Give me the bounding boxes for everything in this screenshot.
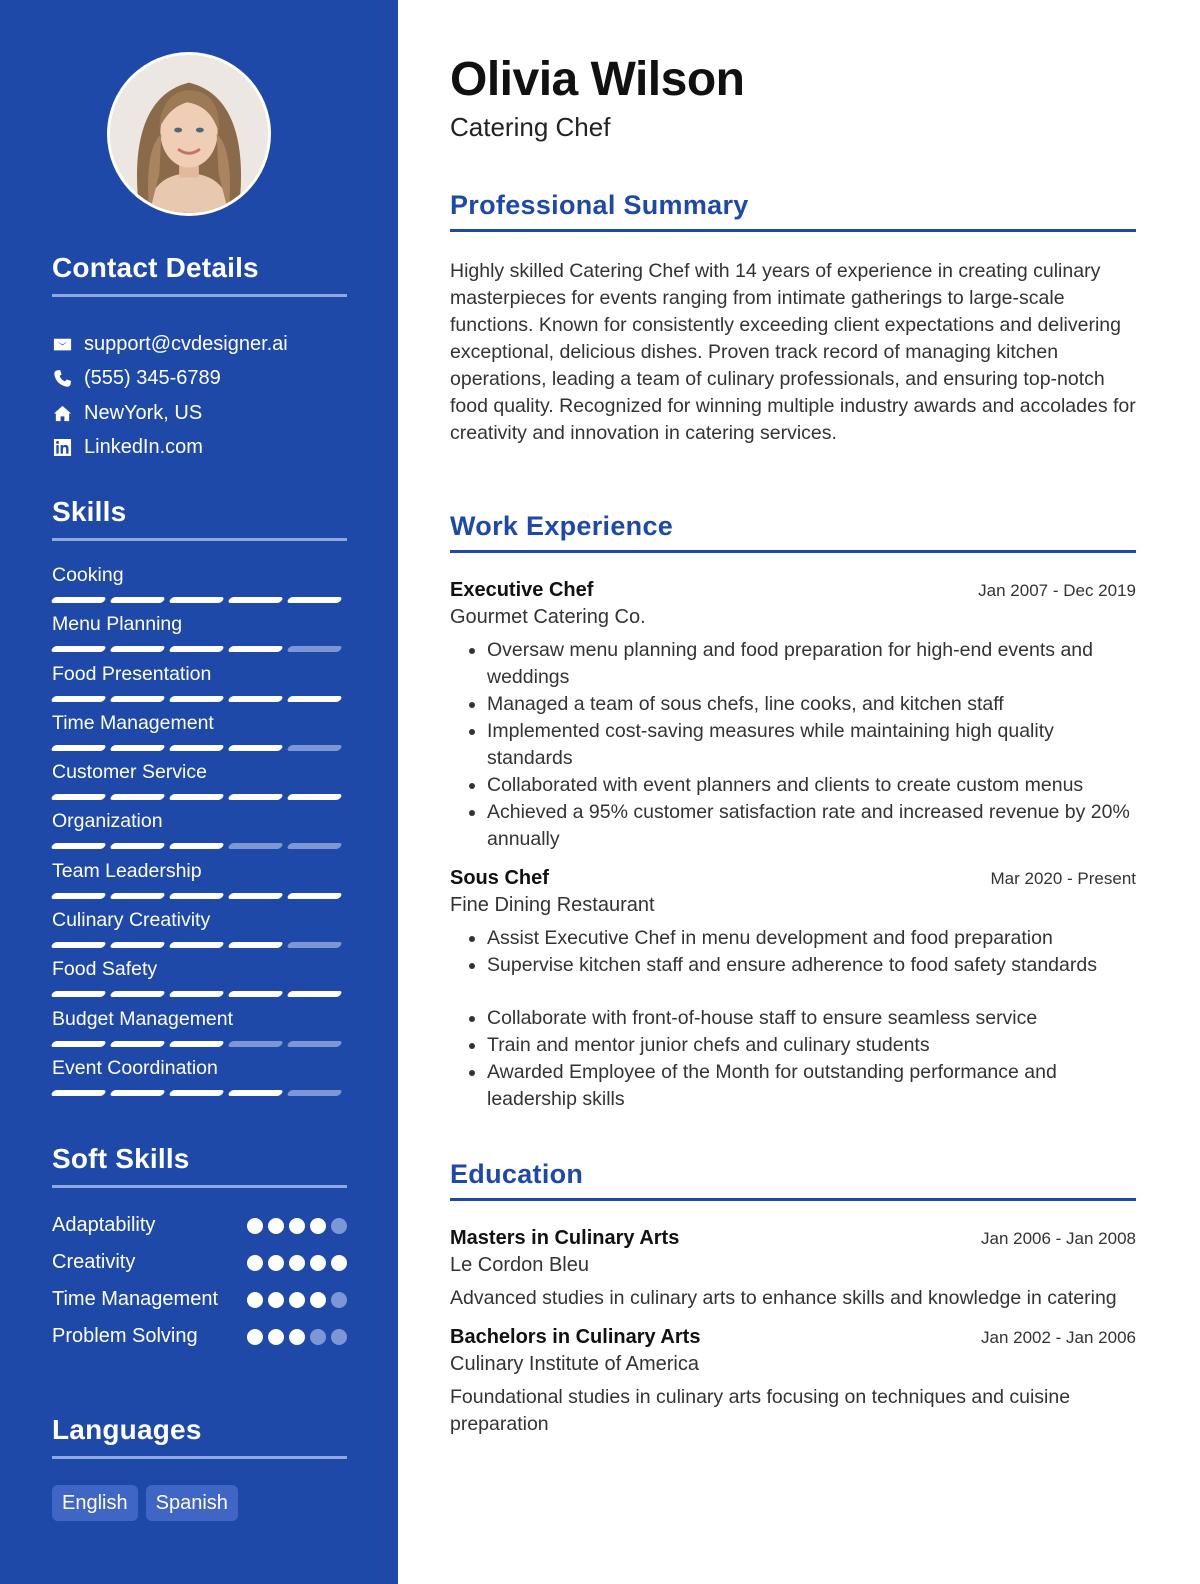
skill-name: Customer Service	[52, 761, 207, 784]
soft-skill-name: Creativity	[52, 1251, 136, 1273]
contact-linkedin[interactable]	[52, 431, 347, 466]
skill-level-segment-filled	[168, 843, 224, 849]
rating-dot-filled	[268, 1329, 284, 1345]
rating-dot-filled	[289, 1218, 305, 1234]
education-entry	[450, 1227, 1136, 1312]
skill-level-segment-filled	[109, 942, 165, 948]
skill-level-segment-empty	[286, 1041, 342, 1047]
languages-section	[52, 1414, 347, 1521]
skill-level-segment-filled	[227, 597, 283, 603]
skill-level-segment-filled	[227, 696, 283, 702]
skill-level-segment-filled	[50, 794, 106, 800]
job-bullet: • Assist Executive Chef in menu development and food preparation	[487, 925, 1136, 952]
education-degree: Masters in Culinary Arts	[450, 1227, 680, 1249]
job-company: Fine Dining Restaurant	[450, 894, 655, 916]
soft-skill-rating	[247, 1212, 347, 1234]
skill-level-segment-filled	[168, 745, 224, 751]
skill-level-bar	[52, 794, 347, 800]
contact-linkedin-text: LinkedIn.com	[84, 436, 203, 459]
rating-dot-filled	[247, 1329, 263, 1345]
skill-name: Time Management	[52, 711, 214, 734]
skill-level-segment-filled	[50, 942, 106, 948]
skill-level-segment-filled	[50, 991, 106, 997]
skill-name: Cooking	[52, 564, 124, 586]
skill-item	[52, 662, 347, 711]
skill-level-segment-filled	[50, 1041, 106, 1047]
skill-level-segment-filled	[50, 745, 106, 751]
summary-text: Highly skilled Catering Chef with 14 years of experience in creating culinary masterpieces for events ranging from intimate gatherings to large-scale functions. Known for consistently exceeding client expectations and delivering exceptional, delicious dishes. Proven track record of managing kitchen operations, leading a team of culinary professionals, and ensuring top-notch food quality. Recognized for winning multiple industry awards and accolades for creativity and innovation in catering services.	[450, 260, 1136, 444]
skill-level-segment-filled	[168, 893, 224, 899]
contact-email[interactable]	[52, 327, 347, 362]
skill-level-segment-empty	[286, 646, 342, 652]
job-role: Sous Chef	[450, 867, 549, 889]
skill-name: Menu Planning	[52, 613, 183, 636]
job-bullet: • Supervise kitchen staff and ensure adherence to food safety standards	[487, 952, 1136, 979]
skill-level-bar	[52, 1041, 347, 1047]
profile-photo	[107, 52, 271, 216]
job-bullet: • Collaborated with event planners and clients to create custom menus	[487, 772, 1136, 799]
rating-dot-filled	[247, 1255, 263, 1271]
skill-level-segment-filled	[168, 794, 224, 800]
soft-skill-rating	[247, 1323, 347, 1345]
rating-dot-empty	[331, 1292, 347, 1308]
languages-list	[52, 1485, 347, 1521]
rating-dot-filled	[268, 1292, 284, 1308]
skill-level-segment-filled	[50, 893, 106, 899]
education-entry	[450, 1326, 1136, 1438]
rating-dot-filled	[289, 1329, 305, 1345]
language-pill: English	[52, 1485, 138, 1521]
skill-level-segment-empty	[286, 1090, 342, 1096]
skill-level-segment-empty	[286, 843, 342, 849]
job-entry	[450, 867, 1136, 1113]
skill-level-bar	[52, 597, 347, 603]
skill-item	[52, 1056, 347, 1105]
skill-level-segment-filled	[109, 745, 165, 751]
job-bullet: • Train and mentor junior chefs and culinary students	[487, 1032, 1136, 1059]
job-bullets	[450, 925, 1136, 1113]
job-company: Gourmet Catering Co.	[450, 606, 646, 628]
soft-skill-item	[52, 1249, 347, 1276]
languages-heading: Languages	[52, 1414, 347, 1459]
skill-item	[52, 711, 347, 760]
skill-level-segment-filled	[109, 1090, 165, 1096]
education-school: Culinary Institute of America	[450, 1353, 699, 1375]
skill-level-segment-filled	[168, 646, 224, 652]
skill-name: Food Presentation	[52, 662, 212, 685]
skill-item	[52, 859, 347, 908]
skill-level-bar	[52, 646, 347, 652]
education-description: Foundational studies in culinary arts focusing on techniques and cuisine preparation	[450, 1386, 1071, 1435]
contact-section	[52, 252, 347, 465]
avatar-portrait	[110, 55, 268, 213]
soft-skills-heading: Soft Skills	[52, 1143, 347, 1188]
skill-level-segment-filled	[109, 893, 165, 899]
skill-level-bar	[52, 991, 347, 997]
rating-dot-filled	[310, 1292, 326, 1308]
rating-dot-filled	[268, 1218, 284, 1234]
soft-skill-rating	[247, 1286, 347, 1308]
skill-level-segment-empty	[227, 1041, 283, 1047]
contact-email-text: support@cvdesigner.ai	[84, 332, 288, 355]
skill-level-segment-filled	[227, 646, 283, 652]
summary-heading: Professional Summary	[450, 190, 1136, 232]
skill-level-bar	[52, 745, 347, 751]
skill-name: Culinary Creativity	[52, 909, 211, 932]
experience-section	[450, 511, 1136, 1113]
education-description: Advanced studies in culinary arts to enhance skills and knowledge in catering	[450, 1287, 1117, 1309]
rating-dot-filled	[310, 1255, 326, 1271]
language-pill: Spanish	[146, 1485, 238, 1521]
rating-dot-empty	[331, 1218, 347, 1234]
skill-level-segment-filled	[227, 794, 283, 800]
education-degree: Bachelors in Culinary Arts	[450, 1326, 701, 1348]
skill-level-segment-filled	[109, 597, 165, 603]
home-icon	[52, 403, 72, 423]
skill-level-segment-filled	[109, 646, 165, 652]
skill-level-segment-filled	[286, 794, 342, 800]
rating-dot-filled	[289, 1292, 305, 1308]
soft-skill-name: Problem Solving	[52, 1325, 198, 1347]
education-date: Jan 2002 - Jan 2006	[980, 1328, 1136, 1347]
skill-item	[52, 957, 347, 1006]
contact-phone-text: (555) 345-6789	[84, 367, 221, 390]
skill-level-segment-empty	[286, 942, 342, 948]
skill-level-segment-filled	[286, 893, 342, 899]
job-bullets	[450, 637, 1136, 853]
contact-location-text: NewYork, US	[84, 401, 203, 424]
rating-dot-empty	[310, 1329, 326, 1345]
soft-skills-list	[52, 1212, 347, 1350]
contact-heading: Contact Details	[52, 252, 347, 297]
skill-level-segment-filled	[109, 991, 165, 997]
skill-level-bar	[52, 893, 347, 899]
skill-item	[52, 908, 347, 957]
sidebar	[0, 0, 398, 1584]
job-role: Executive Chef	[450, 579, 594, 601]
experience-heading: Work Experience	[450, 511, 1136, 553]
skill-level-bar	[52, 942, 347, 948]
summary-section	[450, 190, 1136, 447]
skill-name: Budget Management	[52, 1007, 234, 1030]
rating-dot-filled	[310, 1218, 326, 1234]
skill-level-segment-filled	[286, 696, 342, 702]
soft-skill-name: Adaptability	[52, 1214, 156, 1236]
skill-level-segment-filled	[227, 893, 283, 899]
skill-level-segment-filled	[168, 696, 224, 702]
skill-level-segment-filled	[50, 696, 106, 702]
candidate-title: Catering Chef	[450, 112, 611, 142]
skill-level-segment-filled	[109, 1041, 165, 1047]
skill-item	[52, 809, 347, 858]
skill-level-segment-filled	[168, 942, 224, 948]
skill-level-segment-filled	[227, 942, 283, 948]
education-section	[450, 1159, 1136, 1438]
skills-heading: Skills	[52, 496, 347, 541]
skill-level-segment-filled	[168, 1041, 224, 1047]
skill-level-segment-filled	[227, 1090, 283, 1096]
skill-level-segment-filled	[50, 1090, 106, 1096]
skill-name: Event Coordination	[52, 1056, 218, 1079]
candidate-name: Olivia Wilson	[450, 53, 745, 106]
skill-level-segment-filled	[50, 646, 106, 652]
education-heading: Education	[450, 1159, 1136, 1201]
skill-name: Team Leadership	[52, 859, 202, 882]
skills-list	[52, 563, 347, 1105]
skill-level-segment-filled	[168, 597, 224, 603]
skill-level-segment-filled	[286, 597, 342, 603]
job-entry	[450, 579, 1136, 853]
rating-dot-filled	[289, 1255, 305, 1271]
job-bullet: • Awarded Employee of the Month for outstanding performance and leadership skills	[487, 1059, 1136, 1113]
education-school: Le Cordon Bleu	[450, 1254, 589, 1276]
job-bullet: • Implemented cost-saving measures while maintaining high quality standards	[487, 718, 1136, 772]
contact-phone[interactable]	[52, 362, 347, 397]
rating-dot-empty	[331, 1329, 347, 1345]
skill-level-segment-filled	[50, 597, 106, 603]
rating-dot-filled	[268, 1255, 284, 1271]
job-date: Jan 2007 - Dec 2019	[978, 581, 1136, 600]
skill-item	[52, 760, 347, 809]
skill-level-bar	[52, 1090, 347, 1096]
education-date: Jan 2006 - Jan 2008	[980, 1229, 1136, 1248]
skill-item	[52, 1007, 347, 1056]
skill-level-segment-empty	[227, 843, 283, 849]
linkedin-icon	[52, 438, 72, 458]
skill-level-segment-filled	[109, 843, 165, 849]
contact-location	[52, 396, 347, 431]
skill-item	[52, 563, 347, 612]
skill-name: Organization	[52, 810, 163, 833]
skill-name: Food Safety	[52, 958, 158, 981]
skill-level-segment-filled	[168, 1090, 224, 1096]
soft-skill-item	[52, 1286, 347, 1313]
soft-skill-item	[52, 1323, 347, 1350]
soft-skills-section	[52, 1143, 347, 1360]
skill-level-segment-filled	[168, 991, 224, 997]
soft-skill-item	[52, 1212, 347, 1239]
envelope-icon	[52, 334, 72, 354]
skills-section	[52, 496, 347, 1105]
soft-skill-name: Time Management	[52, 1288, 218, 1310]
job-bullet: • Managed a team of sous chefs, line cooks, and kitchen staff	[487, 691, 1136, 718]
contact-list	[52, 327, 347, 465]
phone-icon	[52, 369, 72, 389]
soft-skill-rating	[247, 1249, 347, 1271]
skill-level-bar	[52, 843, 347, 849]
rating-dot-filled	[331, 1255, 347, 1271]
skill-level-segment-empty	[286, 745, 342, 751]
skill-level-segment-filled	[227, 745, 283, 751]
job-bullet: • Collaborate with front-of-house staff to ensure seamless service	[487, 1005, 1136, 1032]
skill-level-segment-filled	[109, 696, 165, 702]
job-bullet: • Achieved a 95% customer satisfaction rate and increased revenue by 20% annually	[487, 799, 1136, 853]
skill-level-bar	[52, 696, 347, 702]
skill-level-segment-filled	[227, 991, 283, 997]
skill-item	[52, 612, 347, 661]
skill-level-segment-filled	[286, 991, 342, 997]
skill-level-segment-filled	[109, 794, 165, 800]
job-date: Mar 2020 - Present	[990, 869, 1136, 888]
rating-dot-filled	[247, 1218, 263, 1234]
job-bullet: • Oversaw menu planning and food preparation for high-end events and weddings	[487, 637, 1136, 691]
skill-level-segment-filled	[50, 843, 106, 849]
rating-dot-filled	[247, 1292, 263, 1308]
